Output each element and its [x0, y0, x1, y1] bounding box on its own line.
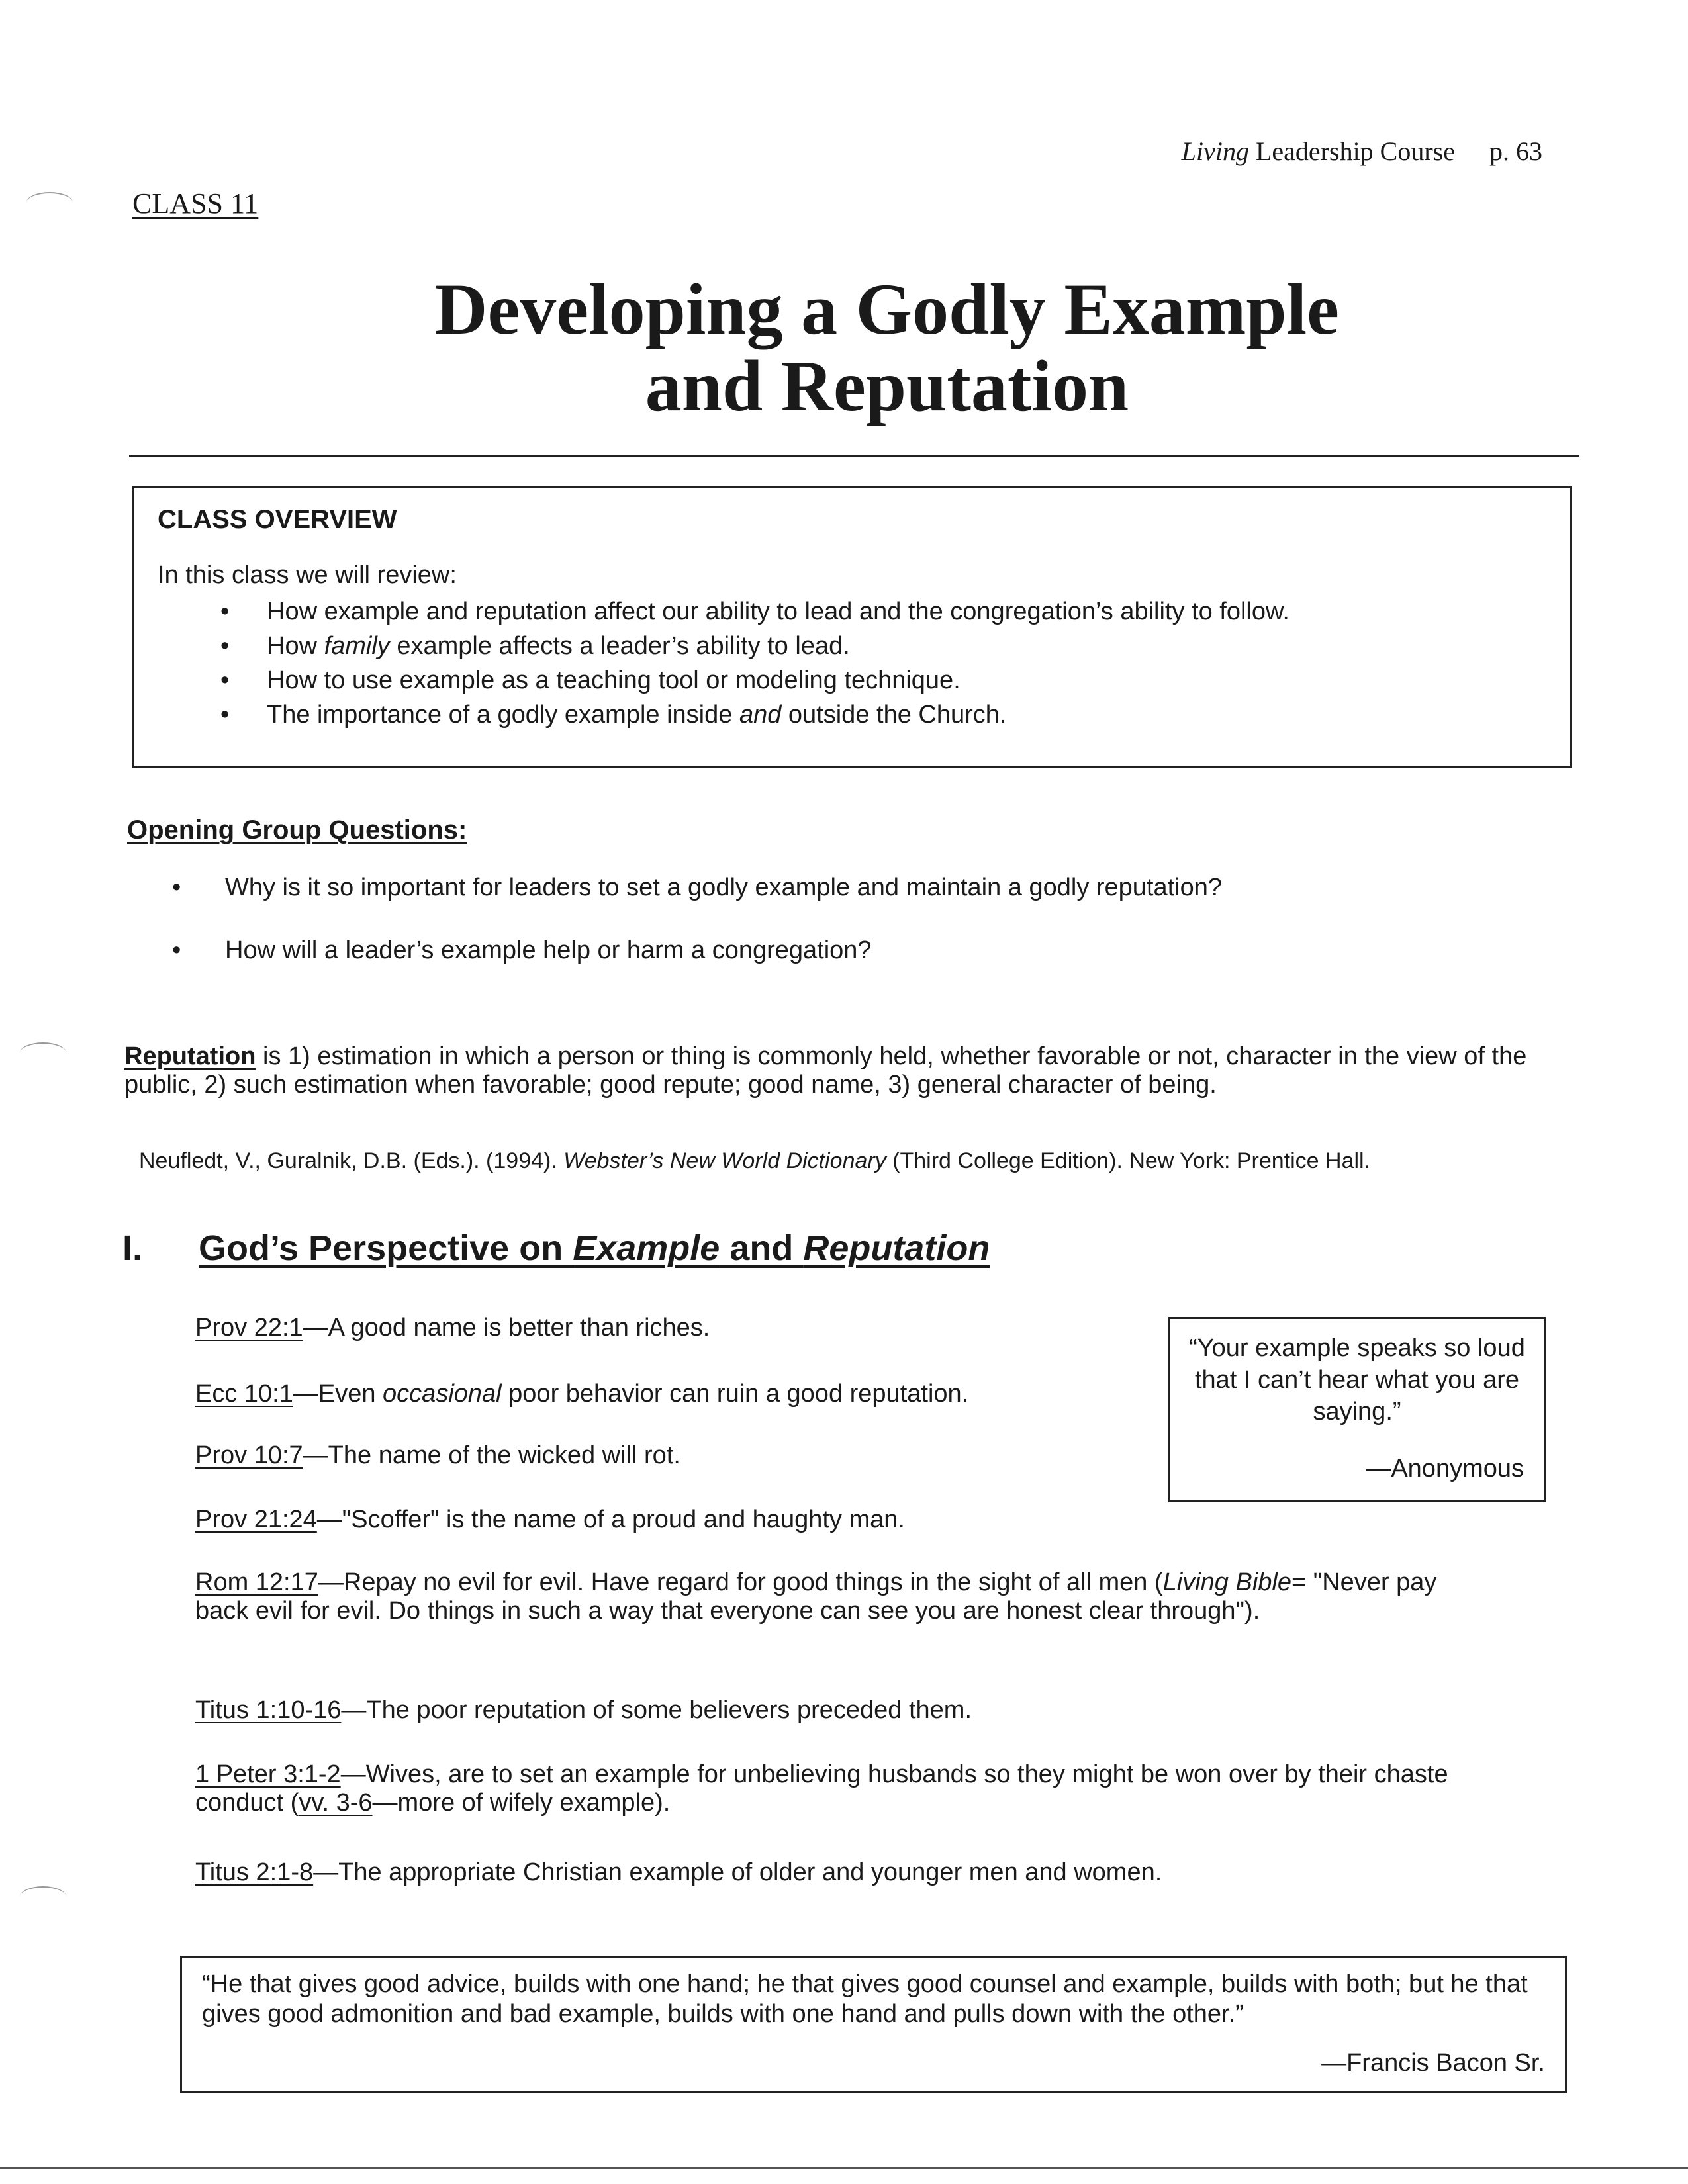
verse-reference: Rom 12:17: [195, 1569, 318, 1596]
quote-text: “Your example speaks so loud that I can’t hear what you are saying.”: [1189, 1334, 1525, 1426]
verse-text: —Wives, are to set an example for unbelieving husbands so they might be won over by their chaste conduct (: [195, 1760, 1448, 1817]
opening-questions-list: [172, 874, 1222, 999]
verse-item: [195, 1858, 1513, 1887]
section-title: [199, 1228, 990, 1269]
verse-text: = "Never pay back evil for evil. Do things in such a way that everyone can see you are honest clear through").: [195, 1569, 1437, 1625]
verse-reference: Titus 1:10-16: [195, 1696, 342, 1724]
citation-title: Webster’s New World Dictionary: [563, 1148, 886, 1173]
verse-text: poor behavior can ruin a good reputation.: [501, 1380, 969, 1408]
verse-reference: Prov 22:1: [195, 1314, 303, 1342]
verse-text: —Even: [293, 1380, 383, 1408]
course-name: Leadership Course: [1248, 136, 1455, 166]
verse-item: [195, 1506, 1122, 1534]
verse-text: —Repay no evil for evil. Have regard for good things in the sight of all men (: [318, 1569, 1163, 1596]
bacon-quote-text: “He that gives good advice, builds with one hand; he that gives good counsel and example, builds with both; but he that gives good admonition and bad example, builds with one hand and pulls down with the other.”: [202, 1970, 1528, 2028]
bacon-quote-box: [180, 1956, 1567, 2093]
scan-mark: [20, 1886, 66, 1907]
verse-item: [195, 1314, 1122, 1342]
overview-item: [220, 594, 1289, 629]
overview-list: [220, 594, 1289, 732]
verse-reference: 1 Peter 3:1-2: [195, 1760, 341, 1788]
overview-item: [220, 629, 1289, 663]
opening-questions-heading: Opening Group Questions:: [127, 815, 467, 844]
verse-item: [195, 1380, 1122, 1408]
verse-reference: Prov 21:24: [195, 1506, 317, 1533]
citation-text: Neufledt, V., Guralnik, D.B. (Eds.). (1994).: [139, 1148, 564, 1173]
verse-item: [195, 1441, 1122, 1470]
overview-item: [220, 663, 1289, 698]
title-line-2: and Reputation: [645, 345, 1129, 426]
bottom-scan-edge: [0, 2167, 1688, 2169]
overview-item-text: The importance of a godly example inside: [267, 701, 739, 729]
overview-item-emphasis: and: [739, 701, 782, 729]
course-name-italic: Living: [1181, 136, 1249, 166]
class-overview-box: [132, 486, 1572, 768]
overview-item: [220, 698, 1289, 732]
verse-reference: vv. 3-6: [299, 1789, 373, 1817]
opening-question: • Why is it so important for leaders to set a godly example and maintain a godly reputation?: [172, 874, 1222, 936]
overview-item-text: How example and reputation affect our ability to lead and the congregation’s ability to follow.: [267, 598, 1289, 625]
section-title-emphasis: Reputation: [803, 1228, 990, 1268]
running-head: [1182, 136, 1542, 167]
title-divider: [129, 455, 1579, 457]
overview-intro: In this class we will review:: [158, 561, 457, 589]
overview-item-emphasis: family: [324, 632, 390, 660]
overview-item-text: example affects a leader’s ability to lead.: [389, 632, 850, 660]
verse-text: —The appropriate Christian example of older and younger men and women.: [313, 1858, 1162, 1886]
page-title: [0, 271, 1688, 424]
page-number: p. 63: [1489, 136, 1542, 166]
section-number: I.: [122, 1228, 143, 1268]
reputation-definition: [124, 1042, 1534, 1099]
verse-reference: Ecc 10:1: [195, 1380, 293, 1408]
verse-text: —"Scoffer" is the name of a proud and haughty man.: [316, 1506, 905, 1533]
reputation-definition-text: is 1) estimation in which a person or thing is commonly held, whether favorable or not, character in the view of the public, 2) such estimation when favorable; good repute; good name, 3) general character of being.: [124, 1042, 1527, 1099]
overview-item-text: How: [267, 632, 324, 660]
quote-author: —Anonymous: [1366, 1455, 1524, 1482]
overview-item-text: outside the Church.: [781, 701, 1007, 729]
bacon-quote-author: —Francis Bacon Sr.: [1321, 2049, 1545, 2077]
verse-text: —The name of the wicked will rot.: [303, 1441, 680, 1469]
overview-item-text: How to use example as a teaching tool or modeling technique.: [267, 666, 961, 694]
title-line-1: Developing a Godly Example: [435, 269, 1339, 349]
opening-question: • How will a leader’s example help or harm a congregation?: [172, 936, 1222, 999]
overview-heading: CLASS OVERVIEW: [158, 505, 397, 534]
verse-item: [195, 1760, 1513, 1817]
section-title-text: and: [720, 1228, 804, 1268]
verse-text: —more of wifely example).: [372, 1789, 671, 1817]
verse-reference: Titus 2:1-8: [195, 1858, 314, 1886]
class-label: CLASS 11: [132, 187, 259, 220]
verse-item: [195, 1569, 1466, 1625]
reputation-term: Reputation: [124, 1042, 256, 1070]
verse-emphasis: Living Bible: [1162, 1569, 1291, 1596]
scan-mark: [20, 1042, 66, 1064]
verse-item: [195, 1696, 1453, 1725]
section-title-text: God’s Perspective on: [199, 1228, 573, 1268]
dictionary-citation: [139, 1148, 1595, 1174]
verse-text: —A good name is better than riches.: [303, 1314, 710, 1342]
verse-text: —The poor reputation of some believers preceded them.: [341, 1696, 972, 1724]
section-title-emphasis: Example: [573, 1228, 720, 1268]
scan-mark: [26, 192, 73, 213]
verse-reference: Prov 10:7: [195, 1441, 303, 1469]
verse-emphasis: occasional: [383, 1380, 502, 1408]
quote-box: [1168, 1317, 1546, 1502]
citation-text: (Third College Edition). New York: Prentice Hall.: [886, 1148, 1371, 1173]
